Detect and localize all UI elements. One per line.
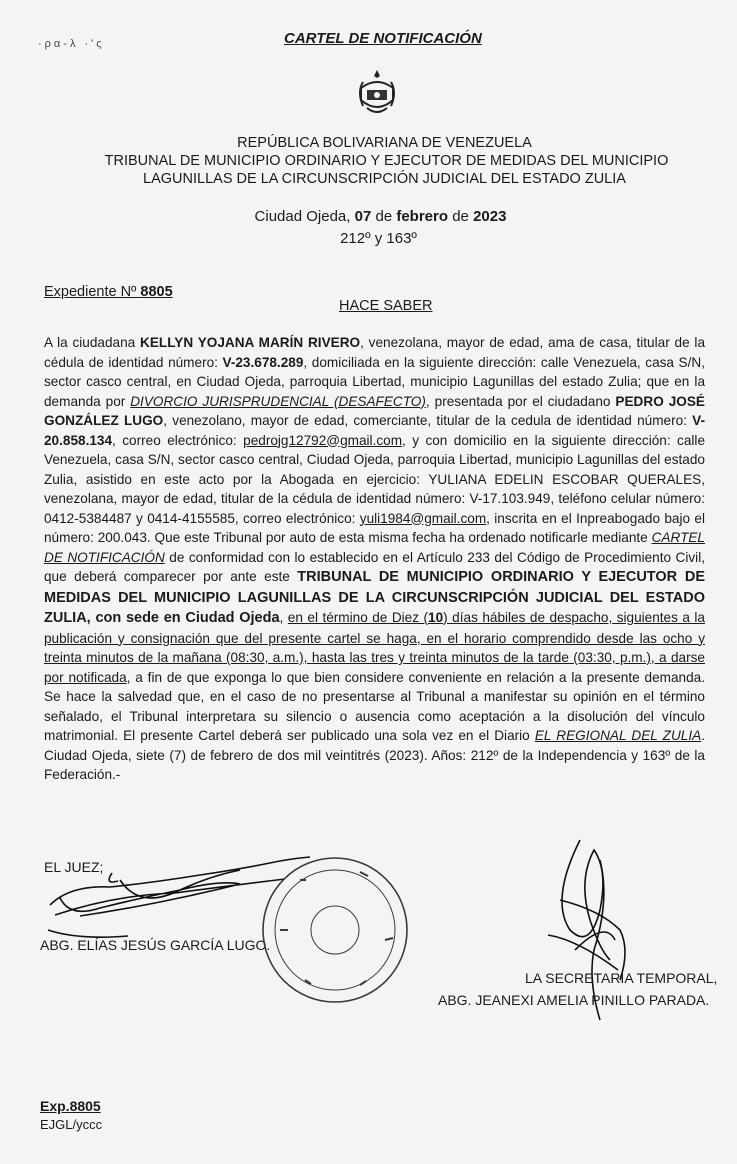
- header-years: 212º y 163º: [340, 230, 417, 247]
- notification-body: A la ciudadana KELLYN YOJANA MARÍN RIVERO, venezolana, mayor de edad, ama de casa, titular de la cédula de identidad número: V-23.678.289, domiciliada en la siguiente dirección: calle Venezuela, casa S/N, sector casco central, en Ciudad Ojeda, parroquia Libertad, municipio Lagunillas del estado Zulia; que en la demanda por DIVORCIO JURISPRUDENCIAL (DESAFECTO), presentada por el ciudadano PEDRO JOSÉ GONZÁLEZ LUGO, venezolano, mayor de edad, comerciante, titular de la cedula de identidad número: V-20.858.134, correo electrónico: pedrojg12792@gmail.com, y con domicilio en la siguiente dirección: calle Venezuela, casa S/N, sector casco central, Ciudad Ojeda, parroquia Libertad, municipio Lagunillas del estado Zulia, asistido en este acto por la Abogada en ejercicio: YULIANA EDELIN ESCOBAR QUERALES, venezolana, mayor de edad, titular de la cédula de identidad número: V-17.103.949, teléfono celular número: 0412-5384487 y 0414-4155585, correo electrónico: yuli1984@gmail.com, inscrita en el Inpreabogado bajo el número: 200.043. Que este Tribunal por auto de esta misma fecha ha ordenado notificarle mediante CARTEL DE NOTIFICACIÓN de conformidad con lo establecido en el Artículo 233 del Código de Procedimiento Civil, que deberá comparecer por ante este TRIBUNAL DE MUNICIPIO ORDINARIO Y EJECUTOR DE MEDIDAS DEL MUNICIPIO LAGUNILLAS DE LA CIRCUNSCRIPCIÓN JUDICIAL DEL ESTADO ZULIA, con sede en Ciudad Ojeda, en el término de Diez (10) días hábiles de despacho, siguientes a la publicación y consignación que del presente cartel se haga, en el horario comprendido desde las ocho y treinta minutos de la mañana (08:30, a.m.), hasta las tres y treinta minutos de la tarde (03:30, p.m.), a darse por notificada, a fin de que exponga lo que bien considere conveniente en relación a la presente demanda. Se hace la salvedad que, en el caso de no presentarse al Tribunal a manifestar su opinión en el término señalado, el Tribunal interpretara su silencio o ausencia como aceptación a la disolución del vínculo matrimonial. El presente Cartel deberá ser publicado una sola vez en el Diario EL REGIONAL DEL ZULIA. Ciudad Ojeda, siete (7) de febrero de dos mil veintitrés (2023). Años: 212º de la Independencia y 163º de la Federación.-: [44, 335, 706, 782]
- footer-expediente: Exp.8805: [40, 1098, 101, 1114]
- court-stamp: [263, 858, 407, 1002]
- expediente-label: Expediente Nº 8805: [44, 284, 173, 300]
- judge-name: ABG. ELÍAS JESÚS GARCÍA LUGO.: [40, 937, 271, 953]
- hace-saber-heading: HACE SABER: [339, 298, 433, 314]
- coat-of-arms-icon: [353, 68, 401, 118]
- secretary-title: LA SECRETARIA TEMPORAL,: [525, 970, 718, 986]
- handwritten-mark: ·ρα-λ ·'ς: [38, 38, 105, 50]
- secretary-name: ABG. JEANEXI AMELIA PINILLO PARADA.: [438, 992, 710, 1008]
- header-date: Ciudad Ojeda, 07 de febrero de 2023: [254, 208, 507, 225]
- judge-label: EL JUEZ;: [44, 859, 104, 875]
- footer-initials: EJGL/yccc: [40, 1117, 103, 1132]
- header-tribunal: TRIBUNAL DE MUNICIPIO ORDINARIO Y EJECUTOR DE MEDIDAS DEL MUNICIPIO: [104, 153, 669, 169]
- document-title: CARTEL DE NOTIFICACIÓN: [284, 30, 482, 47]
- header-circunscripcion: LAGUNILLAS DE LA CIRCUNSCRIPCIÓN JUDICIAL DEL ESTADO ZULIA: [143, 171, 626, 187]
- header-republic: REPÚBLICA BOLIVARIANA DE VENEZUELA: [237, 135, 532, 151]
